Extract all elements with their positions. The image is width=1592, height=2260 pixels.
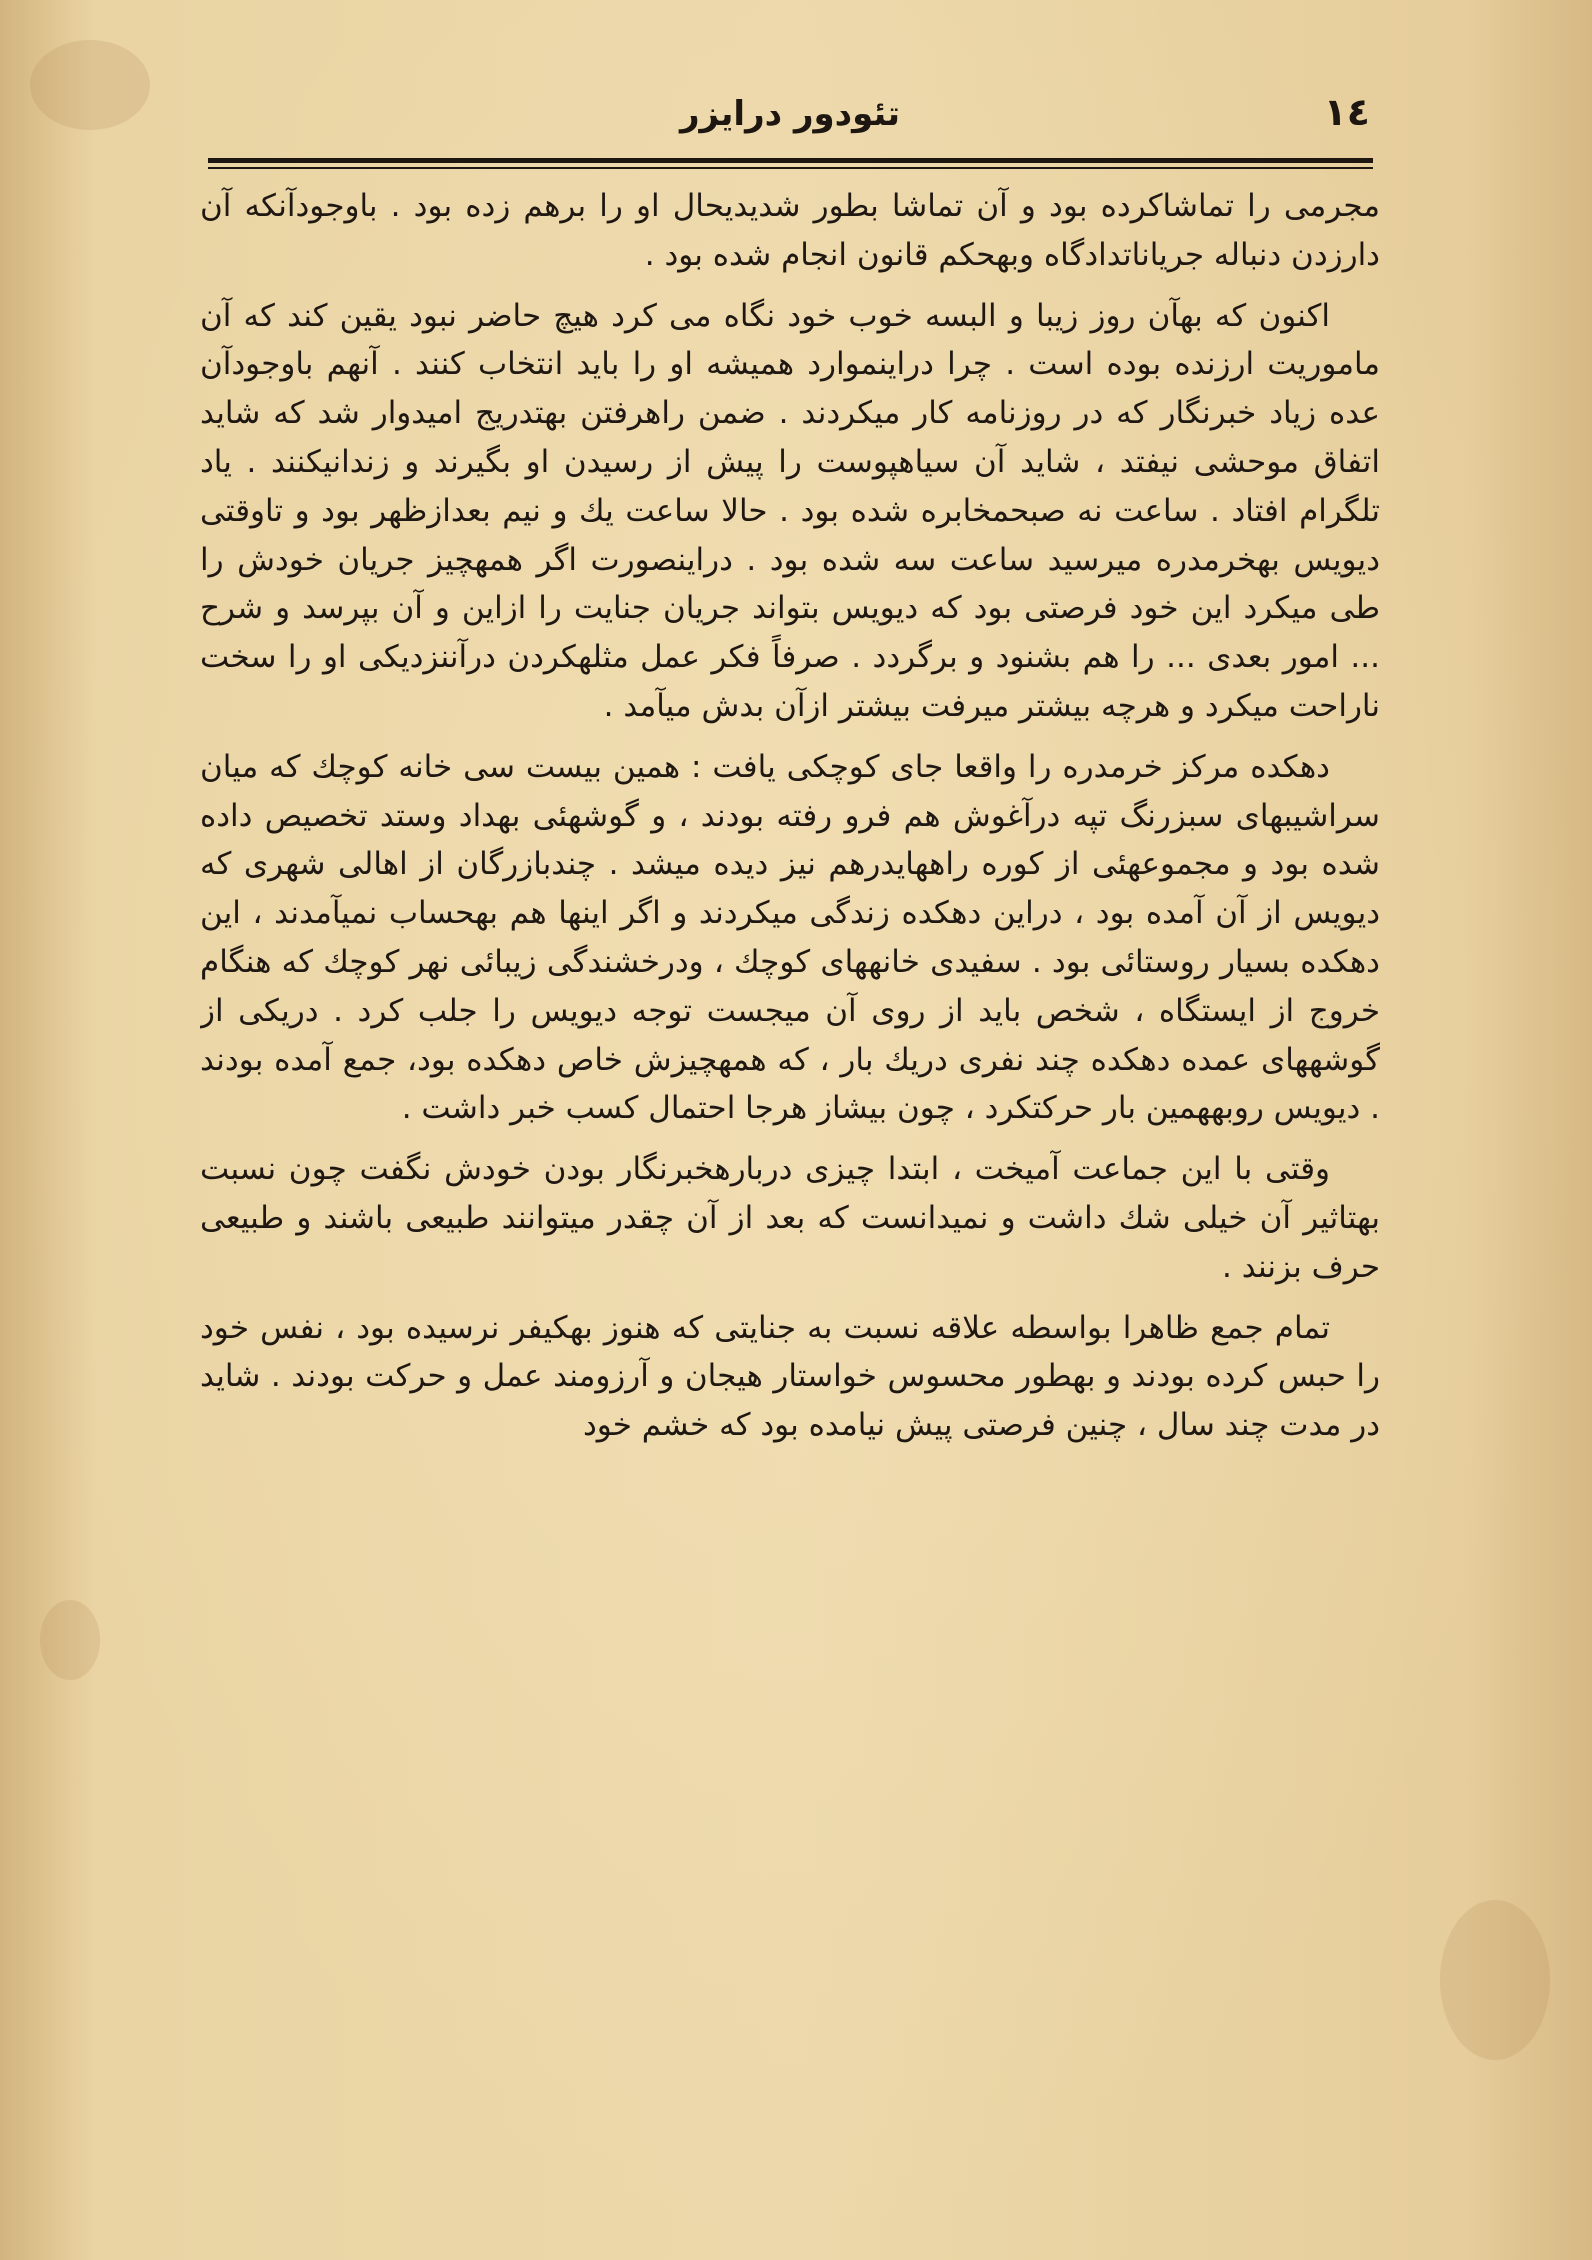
paragraph: مجرمی را تماشاکرده بود و آن تماشا بطور شدیدیحال او را برهم زده بود . باوجودآنکه آن دارزدن دنباله جریاناتدادگاه وبهحکم قانون انجام شده بود . bbox=[200, 188, 1380, 273]
paragraph: وقتی با این جماعت آمیخت ، ابتدا چیزی دربارهخبرنگار بودن خودش نگفت چون نسبت بهتاثیر آن خیلی شك داشت و نمیدانست که بعد از آن چقدر میتوانند طبیعی باشند و طبیعی حرف بزنند . bbox=[200, 1151, 1380, 1285]
body-text bbox=[200, 182, 1380, 2142]
page-header bbox=[200, 86, 1380, 156]
paragraph: دهکده مرکز خرمدره را واقعا جای کوچکی یافت : همین بیست سی خانه کوچك که میان سراشیبهای سبزرنگ تپه درآغوش هم فرو رفته بودند ، و گوشهئی بهداد وستد تخصیص داده شده بود و مجموعهئی از کوره راههایدرهم نیز دیده میشد . چندبازرگان از اهالی شهری که دیویس از آن آمده بود ، دراین دهکده زندگی میکردند و اگر اینها هم بهحساب نمیآمدند ، این دهکده بسیار روستائی بود . سفیدی خانههای کوچك ، ودرخشندگی زیبائی نهر کوچك که هنگام خروج از ایستگاه ، شخص باید از روی آن میجست توجه دیویس را جلب کرد . دریکی از گوشههای عمده دهکده چند نفری دریك بار ، که همهچیزش خاص دهکده بود، جمع آمده بودند . دیویس روبههمین بار حرکتکرد ، چون بیشاز هرجا احتمال کسب خبر داشت . bbox=[200, 748, 1380, 1127]
paper-stain bbox=[40, 1600, 100, 1680]
running-head: تئودور درایزر bbox=[679, 94, 901, 134]
header-rule-thin bbox=[208, 167, 1373, 169]
paragraph: اکنون که بهآن روز زیبا و البسه خوب خود نگاه می کرد هیچ حاضر نبود یقین کند که آن ماموریت ارزنده بوده است . چرا دراینموارد همیشه او را باید انتخاب کنند . آنهم باوجودآن عده زیاد خبرنگار که در روزنامه کار میکردند . ضمن راهرفتن بهتدریج امیدوار شد که شاید اتفاق موحشی نیفتد ، شاید آن سیاهپوست را پیش از رسیدن او بگیرند و زندانیکنند . یاد تلگرام افتاد . ساعت نه صبحمخابره شده بود . حالا ساعت یك و نیم بعدازظهر بود و تاوقتی دیویس بهخرمدره میرسید ساعت سه شده بود . دراینصورت اگر همهچیز جریان خودش را طی میکرد این خود فرصتی بود که دیویس بتواند جریان جنایت را ازاین و آن بپرسد و شرح ... امور بعدی ... را هم بشنود و برگردد . صرفاً فکر عمل مثلهکردن درآننزدیکی او را سخت ناراحت میکرد و هرچه بیشتر میرفت بیشتر ازآن بدش میآمد . bbox=[200, 297, 1380, 724]
paper-stain bbox=[30, 40, 150, 130]
page-number: ١٤ bbox=[1323, 90, 1370, 134]
paper-stain bbox=[1440, 1900, 1550, 2060]
paragraph: تمام جمع ظاهرا بواسطه علاقه نسبت به جنایتی که هنوز بهکیفر نرسیده بود ، نفس خود را حبس کرده بودند و بهطور محسوس خواستار هیجان و آرزومند عمل و حرکت بودند . شاید در مدت چند سال ، چنین فرصتی پیش نیامده بود که خشم خود bbox=[200, 1309, 1380, 1444]
header-rule bbox=[208, 158, 1373, 163]
